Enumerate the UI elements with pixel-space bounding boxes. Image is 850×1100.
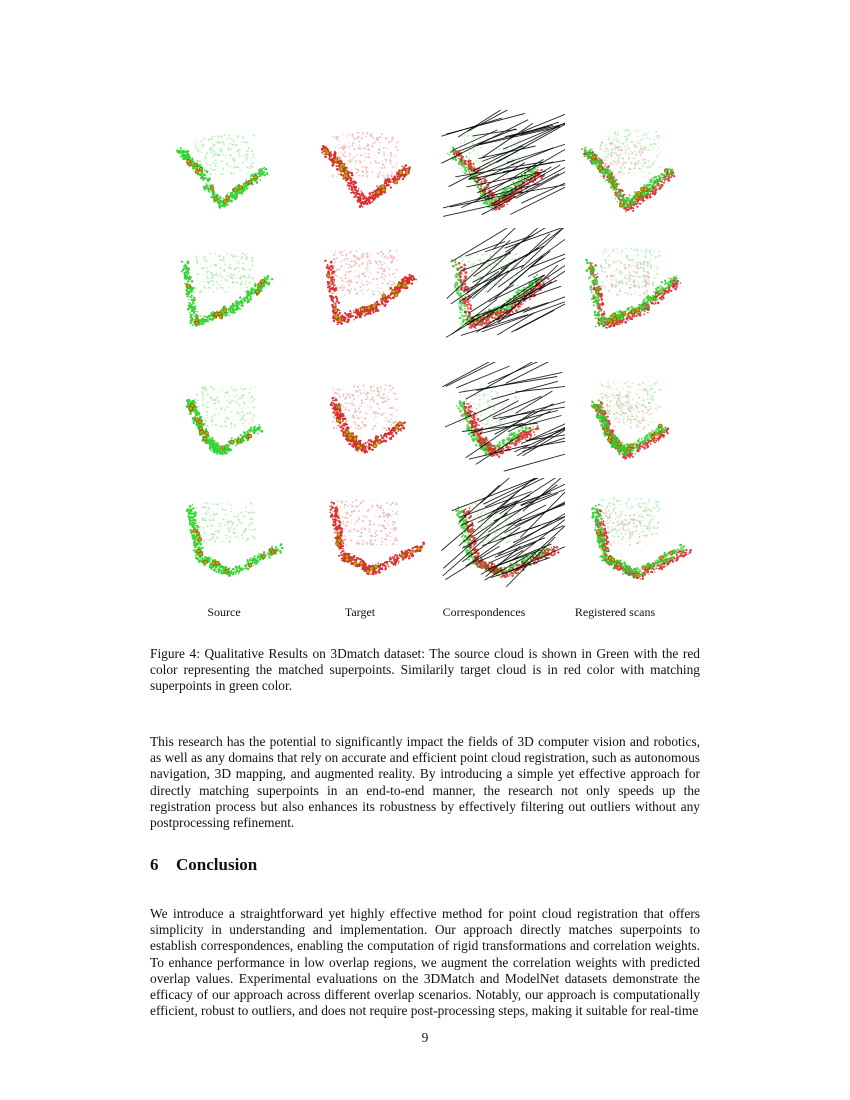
source-cloud-panel [160,228,295,353]
section-number: 6 [150,855,159,874]
body-paragraph-impact: This research has the potential to significantly impact the fields of 3D computer vision and robotics, as well as any domains that rely on accurate and efficient point cloud registration, such as autonomous navigation, 3D mapping, and augmented reality. By introducing a simple yet effective approach for directly matching superpoints in an end-to-end manner, the research not only speeds up the registration process but also enhances its robustness by effectively filtering out outliers without any postprocessing refinement. [150,734,700,831]
registered-scans-panel [565,362,700,487]
point-cloud-graphic [430,362,565,487]
point-cloud-graphic [295,478,430,603]
body-paragraph-conclusion: We introduce a straightforward yet highly effective method for point cloud registration that offers simplicity in understanding and implementation. Our approach directly matches superpoints to establish correspondences, enabling the computation of rigid transformations and correlation weights. To enhance performance in low overlap regions, we augment the correlation weights with predicted overlap values. Experimental evaluations on the 3DMatch and ModelNet datasets demonstrate the efficacy of our approach across different overlap scenarios. Notably, our approach is computationally efficient, robust to outliers, and does not require post-processing steps, making it suitable for real-time [150,906,700,1019]
target-cloud-panel [295,362,430,487]
point-cloud-graphic [295,362,430,487]
target-cloud-panel [295,228,430,353]
column-label-source: Source [207,605,241,619]
page-number: 9 [421,1030,429,1045]
point-cloud-graphic [295,228,430,353]
figure-caption: Figure 4: Qualitative Results on 3Dmatch dataset: The source cloud is shown in Green with the red color representing the matched superpoints. Similarily target cloud is in red color with matching superpoints in green color. [150,646,700,693]
correspondences-panel [430,362,565,487]
column-label-target: Target [344,605,376,619]
correspondences-panel [430,110,565,235]
point-cloud-graphic [160,228,295,353]
registered-scans-panel [565,478,700,603]
column-label-correspondences: Correspondences [442,605,526,619]
section-heading-conclusion [150,855,257,875]
point-cloud-graphic [565,478,700,603]
point-cloud-graphic [160,478,295,603]
point-cloud-graphic [565,110,700,235]
point-cloud-graphic [565,228,700,353]
point-cloud-graphic [160,110,295,235]
section-title: Conclusion [176,855,258,874]
target-cloud-panel [295,110,430,235]
point-cloud-graphic [160,362,295,487]
point-cloud-graphic [430,478,565,603]
source-cloud-panel [160,478,295,603]
source-cloud-panel [160,362,295,487]
target-cloud-panel [295,478,430,603]
correspondences-panel [430,228,565,353]
point-cloud-graphic [295,110,430,235]
registered-scans-panel [565,228,700,353]
qualitative-results-figure [160,100,700,600]
point-cloud-graphic [430,228,565,353]
registered-scans-panel [565,110,700,235]
source-cloud-panel [160,110,295,235]
point-cloud-graphic [430,110,565,235]
correspondences-panel [430,478,565,603]
point-cloud-graphic [565,362,700,487]
column-label-registered-scans: Registered scans [574,605,656,619]
